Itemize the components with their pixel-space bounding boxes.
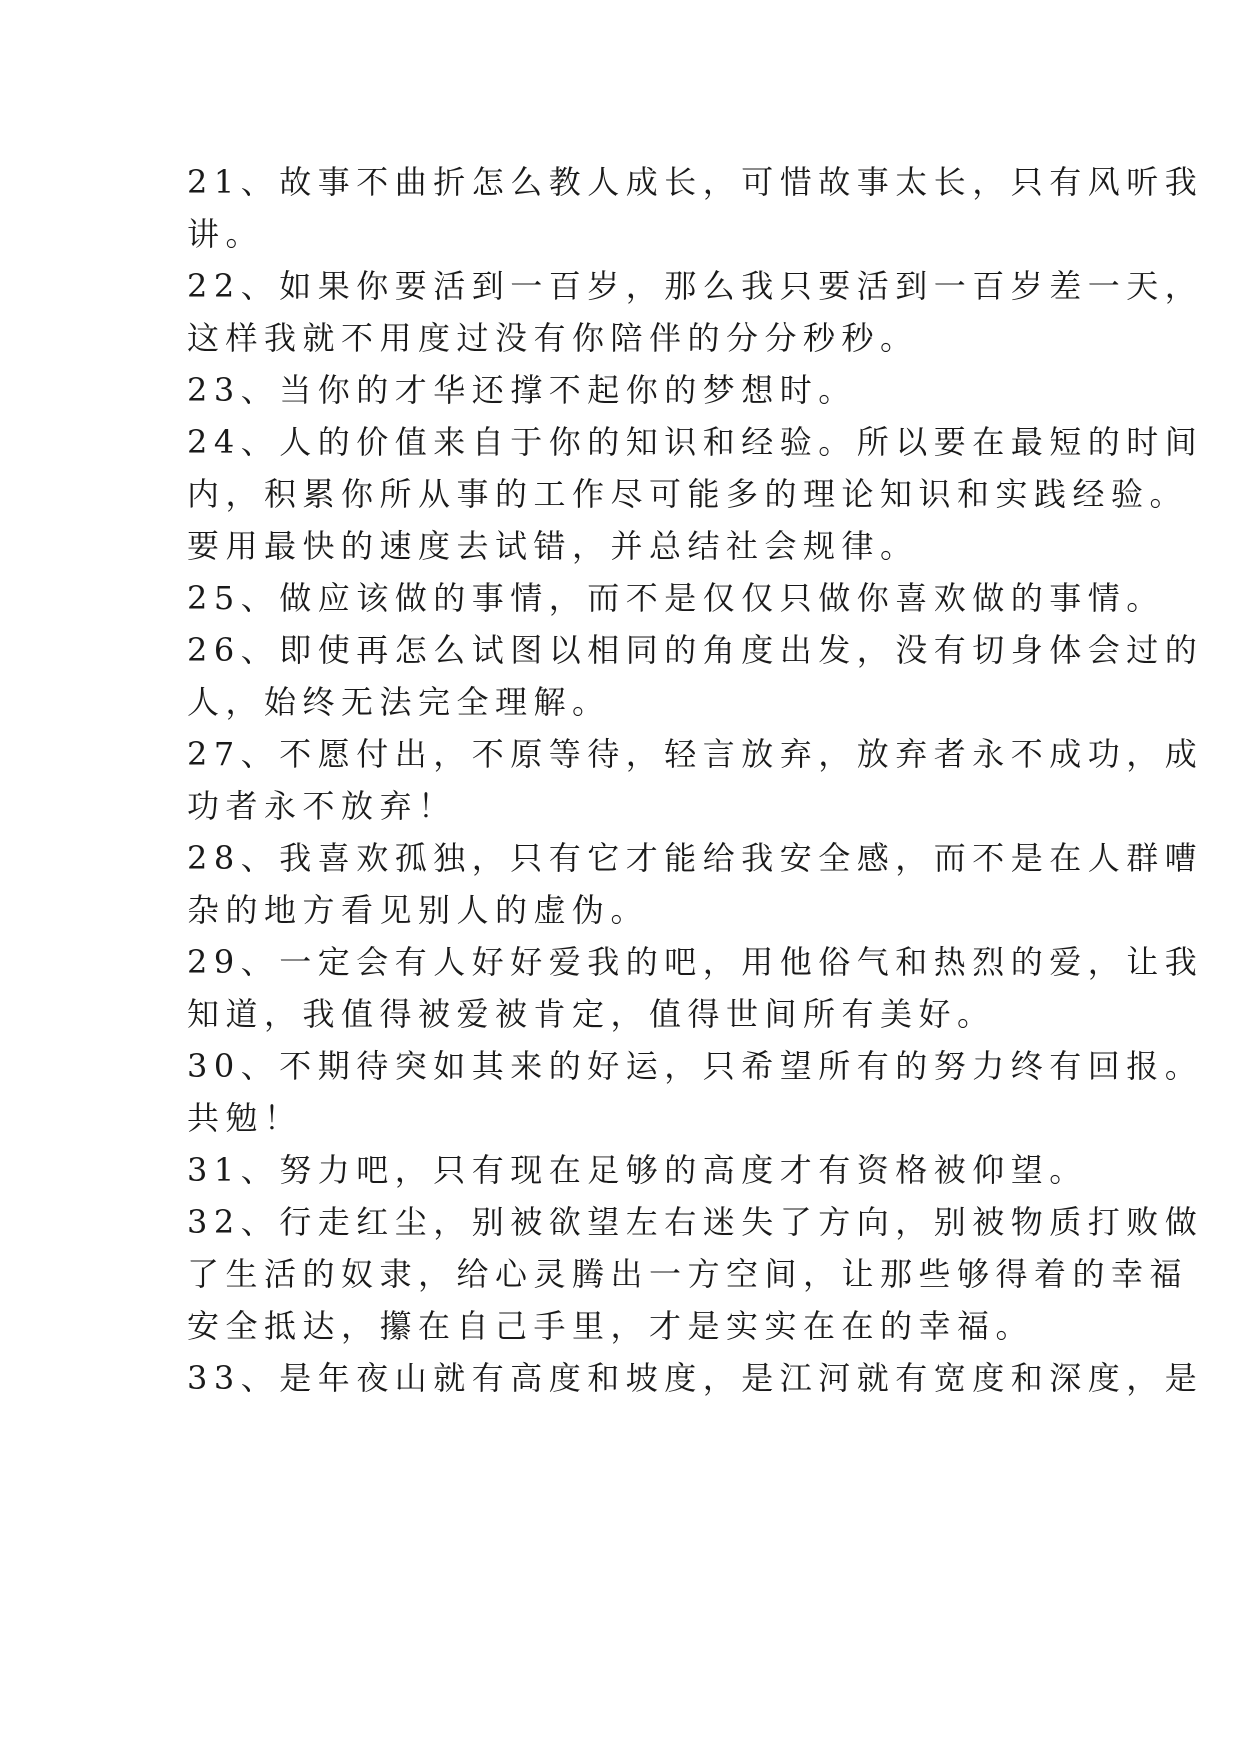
text-line: 28、我喜欢孤独，只有它才能给我安全感，而不是在人群嘈: [187, 839, 1204, 877]
text-line: 21、故事不曲折怎么教人成长，可惜故事太长，只有风听我: [187, 163, 1204, 201]
text-line: 知道，我值得被爱被肯定，值得世间所有美好。: [187, 995, 996, 1033]
text-line: 了生活的奴隶，给心灵腾出一方空间，让那些够得着的幸福: [187, 1255, 1189, 1293]
text-line: 杂的地方看见别人的虚伪。: [187, 891, 650, 929]
text-line: 29、一定会有人好好爱我的吧，用他俗气和热烈的爱，让我: [187, 943, 1204, 981]
text-line: 32、行走红尘，别被欲望左右迷失了方向，别被物质打败做: [187, 1203, 1204, 1241]
text-line: 26、即使再怎么试图以相同的角度出发，没有切身体会过的: [187, 631, 1204, 669]
text-line: 31、努力吧，只有现在足够的高度才有资格被仰望。: [187, 1151, 1088, 1189]
text-line: 安全抵达，攥在自己手里，才是实实在在的幸福。: [187, 1307, 1035, 1345]
text-line: 内，积累你所从事的工作尽可能多的理论知识和实践经验。: [187, 475, 1189, 513]
text-line: 要用最快的速度去试错，并总结社会规律。: [187, 527, 919, 565]
text-line: 人，始终无法完全理解。: [187, 683, 611, 721]
text-line: 这样我就不用度过没有你陪伴的分分秒秒。: [187, 319, 919, 357]
text-line: 23、当你的才华还撑不起你的梦想时。: [187, 371, 857, 409]
text-line: 共勉！: [187, 1099, 303, 1137]
text-line: 30、不期待突如其来的好运，只希望所有的努力终有回报。: [187, 1047, 1204, 1085]
text-line: 功者永不放弃！: [187, 787, 457, 825]
text-line: 讲。: [187, 215, 265, 253]
text-line: 22、如果你要活到一百岁，那么我只要活到一百岁差一天，: [187, 267, 1204, 305]
text-line: 24、人的价值来自于你的知识和经验。所以要在最短的时间: [187, 423, 1204, 461]
text-line: 27、不愿付出，不原等待，轻言放弃，放弃者永不成功，成: [187, 735, 1204, 773]
text-line: 25、做应该做的事情，而不是仅仅只做你喜欢做的事情。: [187, 579, 1165, 617]
text-line: 33、是年夜山就有高度和坡度，是江河就有宽度和深度，是: [187, 1359, 1204, 1397]
